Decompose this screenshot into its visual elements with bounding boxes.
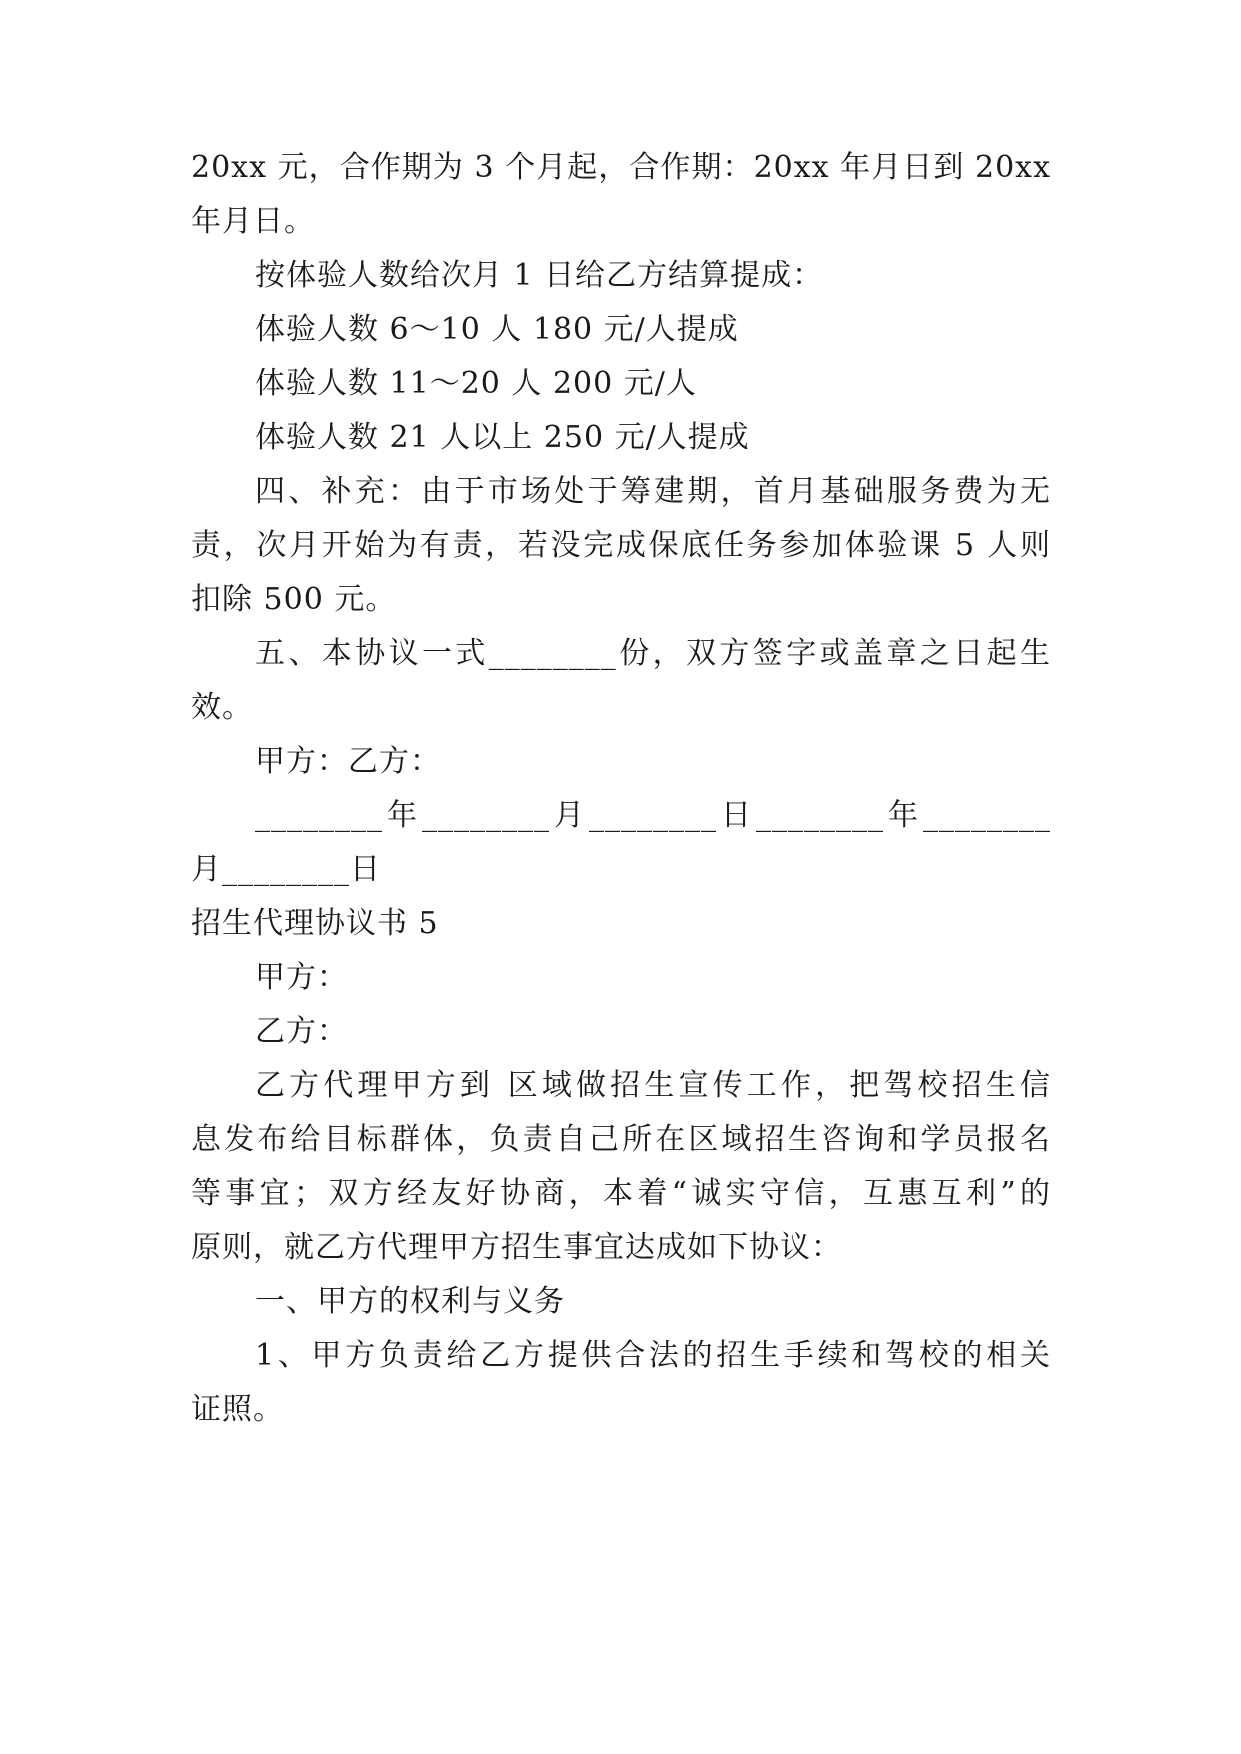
paragraph-line: 原则，就乙方代理甲方招生事宜达成如下协议： bbox=[191, 1230, 842, 1265]
party-a-label: 甲方： bbox=[255, 960, 348, 995]
party-b-label: 乙方： bbox=[255, 1014, 348, 1049]
paragraph-line: 扣除 500 元。 bbox=[191, 582, 397, 617]
paragraph-line: 20xx 元，合作期为 3 个月起，合作期：20xx 年月日到 20xx bbox=[191, 150, 1051, 185]
paragraph-line: 年月日。 bbox=[191, 204, 315, 239]
paragraph-line: 体验人数 21 人以上 250 元/人提成 bbox=[255, 420, 750, 455]
paragraph-line: 证照。 bbox=[191, 1392, 284, 1427]
paragraph-line: 息发布给目标群体，负责自己所在区域招生咨询和学员报名 bbox=[191, 1122, 1051, 1157]
paragraph-line: 责，次月开始为有责，若没完成保底任务参加体验课 5 人则 bbox=[191, 528, 1051, 563]
paragraph-line: 乙方代理甲方到 区域做招生宣传工作，把驾校招生信 bbox=[255, 1068, 1051, 1103]
paragraph-line: 体验人数 6～10 人 180 元/人提成 bbox=[255, 312, 739, 347]
paragraph-line: 体验人数 11～20 人 200 元/人 bbox=[255, 366, 697, 401]
paragraph-line: 四、补充：由于市场处于筹建期，首月基础服务费为无 bbox=[255, 474, 1051, 509]
signature-parties: 甲方：乙方： bbox=[255, 744, 441, 779]
signature-date-line: 月________日 bbox=[191, 852, 381, 887]
clause-heading: 一、甲方的权利与义务 bbox=[255, 1284, 565, 1319]
paragraph-line: 按体验人数给次月 1 日给乙方结算提成： bbox=[255, 258, 824, 293]
paragraph-line: 1、甲方负责给乙方提供合法的招生手续和驾校的相关 bbox=[255, 1338, 1051, 1373]
paragraph-line: 五、本协议一式________份，双方签字或盖章之日起生 bbox=[255, 636, 1051, 671]
section-title: 招生代理协议书 5 bbox=[191, 906, 439, 941]
paragraph-line: 等事宜；双方经友好协商，本着“诚实守信，互惠互利”的 bbox=[191, 1176, 1051, 1211]
document-page bbox=[191, 0, 1051, 1754]
signature-date-line: ________年________月________日________年________ bbox=[255, 798, 1051, 833]
paragraph-line: 效。 bbox=[191, 690, 253, 725]
